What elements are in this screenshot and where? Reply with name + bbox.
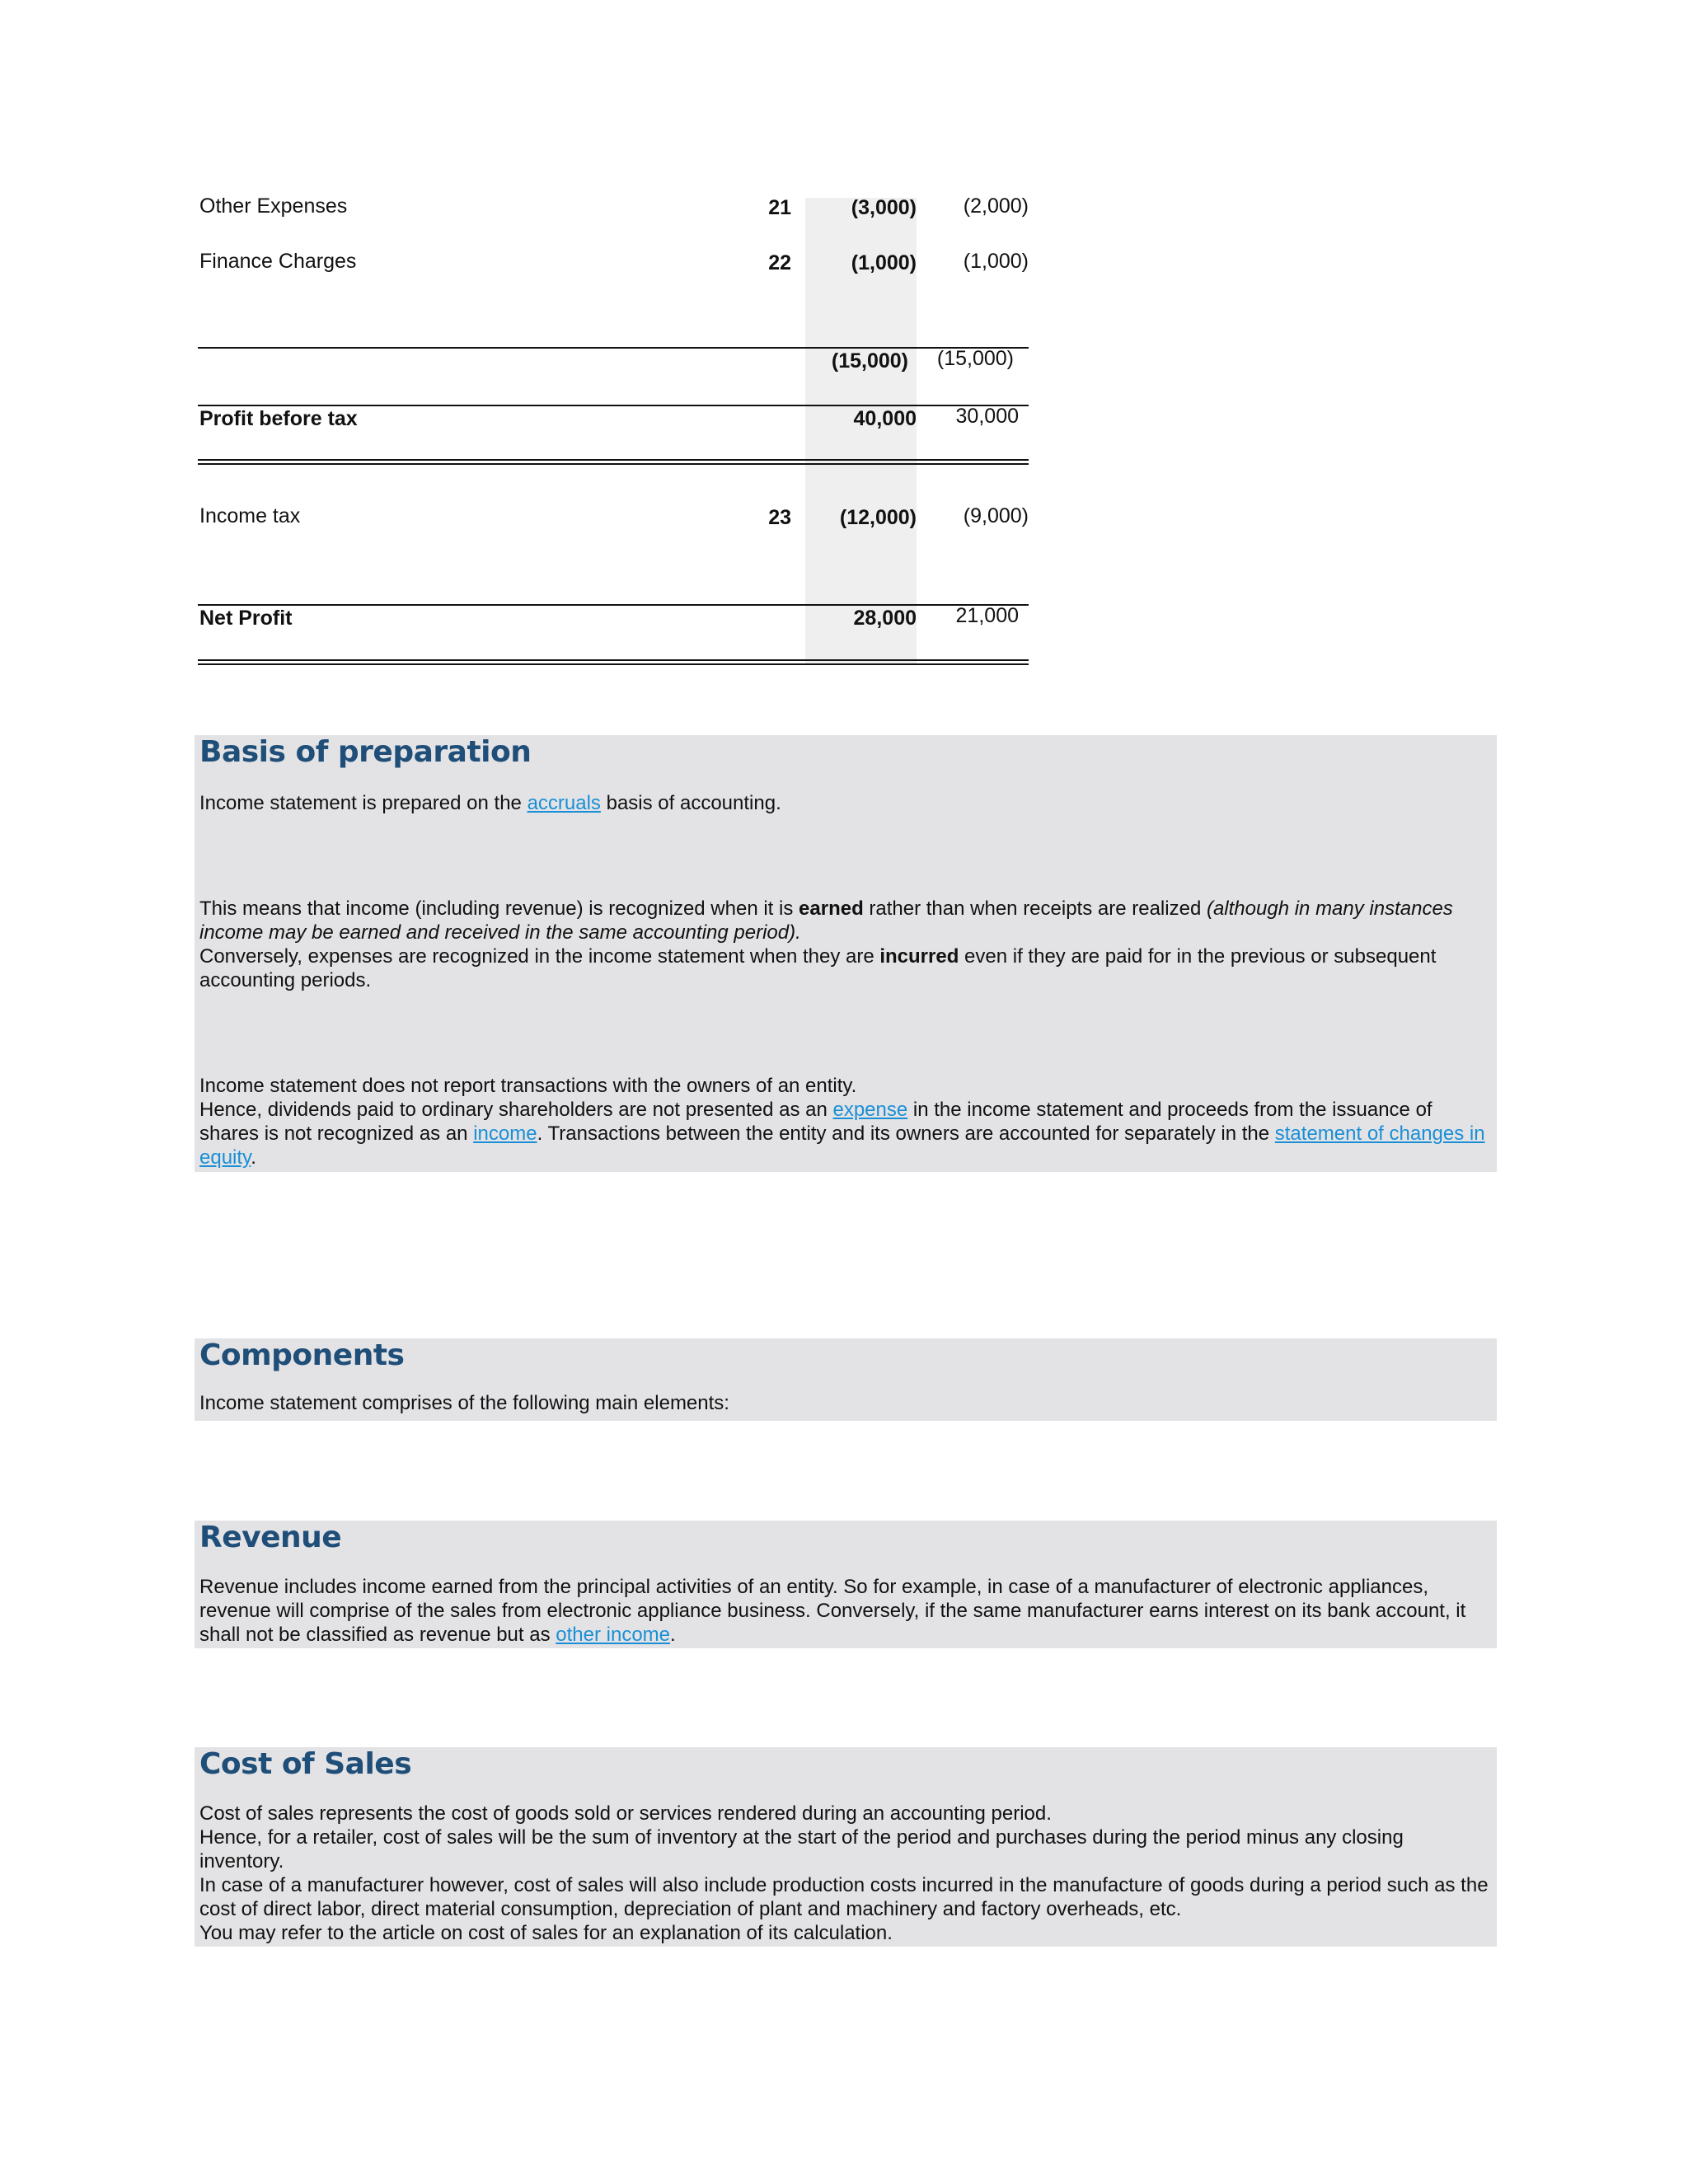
components-section — [195, 1338, 1497, 1421]
note-ref-income-tax: 23 — [768, 506, 791, 529]
revenue-section — [195, 1521, 1497, 1648]
revenue-heading: Revenue — [199, 1521, 342, 1554]
statement-of-changes-in-equity-link[interactable]: statement of changes in equity — [199, 1122, 1485, 1169]
row-label-net-profit: Net Profit — [199, 607, 293, 630]
other-income-link[interactable]: other income — [556, 1624, 671, 1646]
basis-of-preparation-section — [195, 735, 1497, 1172]
basis-paragraph-1: Income statement is prepared on the accruals basis of accounting. — [199, 792, 781, 814]
profit-before-tax-double-rule — [198, 459, 1029, 465]
current-income-tax: (12,000) — [839, 506, 917, 529]
revenue-paragraph: Revenue includes income earned from the principal activities of an entity. So for example, in case of a manufacturer of electronic appliances, revenue will comprise of the sales from electronic appliance business. Conversely, if the same manufacturer earns interest on its bank account, it shall not be classified as revenue but as other income. — [199, 1576, 1466, 1646]
expense-link[interactable]: expense — [832, 1099, 908, 1121]
subtotal-rule — [198, 347, 1029, 349]
row-label-other-expenses: Other Expenses — [199, 194, 348, 218]
cost-of-sales-paragraph: Cost of sales represents the cost of goods sold or services rendered during an accounting period. Hence, for a retailer, cost of sales will be the sum of inventory at the start of the period and purchases during the period minus any closing inventory. In case of a manufacturer however, cost of sales will also include production costs incurred in the manufacture of goods during a period such as the cost of direct labor, direct material consumption, depreciation of plant and machinery and factory overheads, etc. You may refer to the article on cost of sales for an explanation of its calculation. — [199, 1802, 1489, 1944]
current-finance-charges: (1,000) — [851, 251, 917, 274]
basis-of-preparation-heading: Basis of preparation — [199, 735, 532, 769]
net-profit-double-rule — [198, 659, 1029, 665]
note-ref-finance-charges: 22 — [768, 251, 791, 274]
row-label-profit-before-tax: Profit before tax — [199, 407, 358, 430]
income-link[interactable]: income — [473, 1122, 537, 1145]
previous-net-profit: 21,000 — [955, 604, 1019, 627]
previous-profit-before-tax: 30,000 — [955, 405, 1019, 428]
basis-paragraph-3: Income statement does not report transactions with the owners of an entity. Hence, dividends paid to ordinary shareholders are not presented as an expense in the income statement and proceeds from the issuance of shares is not recognized as an income. Transactions between the entity and its owners are accounted for separately in the statement of changes in equity. — [199, 1075, 1485, 1169]
current-net-profit: 28,000 — [853, 607, 917, 630]
net-profit-top-rule — [198, 604, 1029, 606]
current-other-expenses: (3,000) — [851, 196, 917, 219]
current-subtotal-expenses: (15,000) — [831, 349, 908, 373]
cost-of-sales-heading: Cost of Sales — [199, 1747, 412, 1781]
previous-income-tax: (9,000) — [963, 504, 1029, 527]
basis-paragraph-2: This means that income (including revenue) is recognized when it is earned rather than when receipts are realized (although in many instances income may be earned and received in the same accounting period). Conversely, expenses are recognized in the income statement when they are incurred even if they are paid for in the previous or subsequent accounting periods. — [199, 898, 1453, 991]
profit-before-tax-top-rule — [198, 405, 1029, 406]
components-paragraph: Income statement comprises of the following main elements: — [199, 1392, 729, 1414]
previous-finance-charges: (1,000) — [963, 250, 1029, 273]
current-profit-before-tax: 40,000 — [853, 407, 917, 430]
row-label-income-tax: Income tax — [199, 504, 301, 527]
previous-subtotal-expenses: (15,000) — [936, 347, 1014, 370]
cost-of-sales-section — [195, 1747, 1497, 1947]
accruals-link[interactable]: accruals — [527, 792, 601, 814]
row-label-finance-charges: Finance Charges — [199, 250, 357, 273]
note-ref-other-expenses: 21 — [768, 196, 791, 219]
components-heading: Components — [199, 1338, 405, 1372]
previous-other-expenses: (2,000) — [963, 194, 1029, 218]
